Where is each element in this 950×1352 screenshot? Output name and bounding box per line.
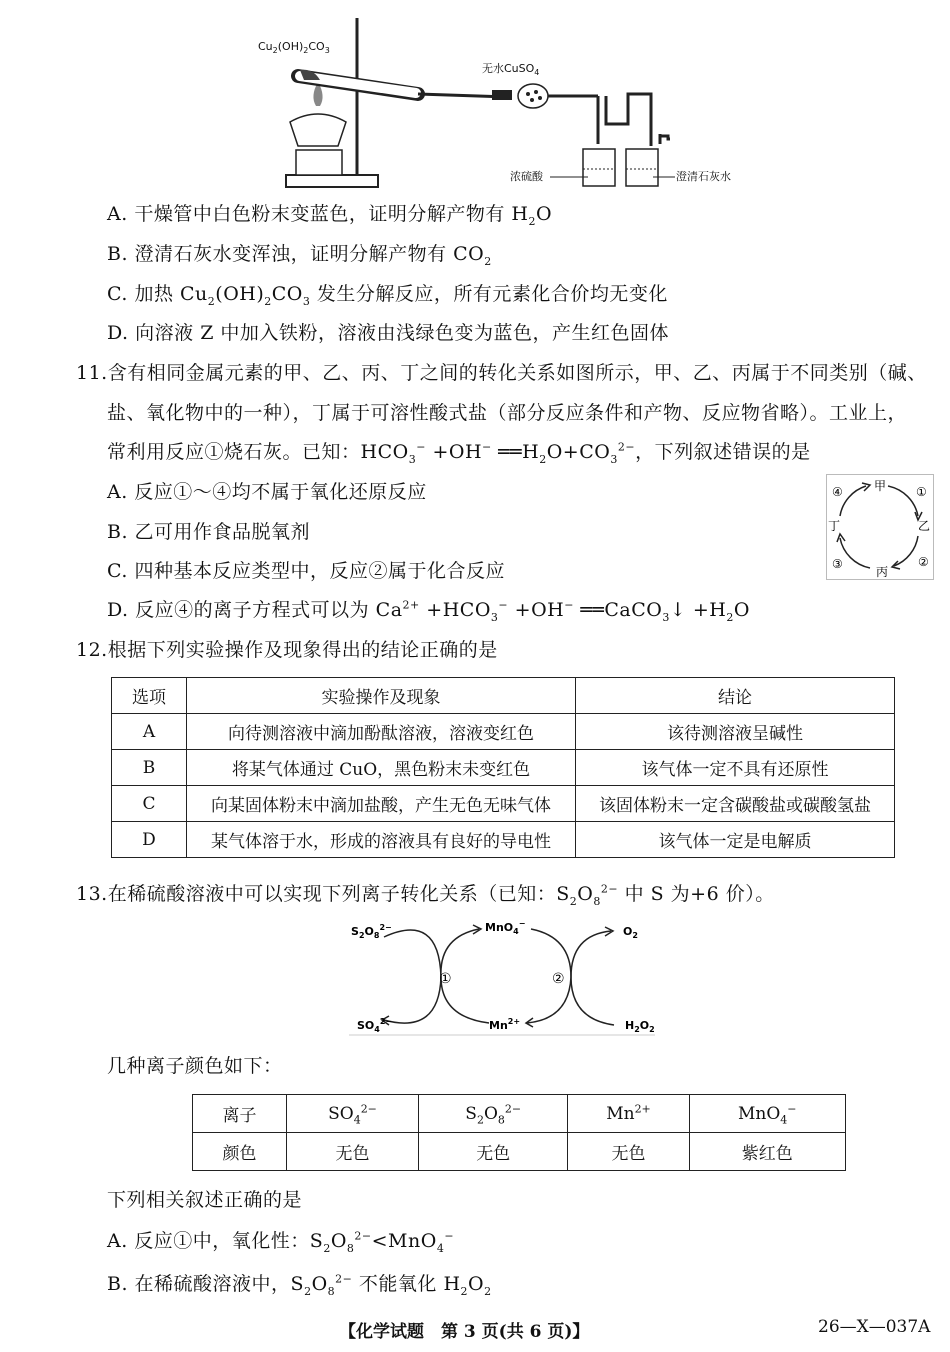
q10-option-c: C. 加热 $Cu_2(OH)_2CO_3$ 发生分解反应，所有元素化合价均无变化 <box>107 283 668 308</box>
q13-stem: 13.在稀硫酸溶液中可以实现下列离子转化关系（已知：$S_2O_8^{2-}$ 中 S 为+6 价）。 <box>76 882 775 908</box>
node-ding: 丁 <box>828 519 841 533</box>
q13-option-b: B. 在稀硫酸溶液中，$S_2O_8^{2-}$ 不能氧化 $H_2O_2$ <box>107 1272 492 1298</box>
label-acid: 浓硫酸 <box>510 170 543 183</box>
table-cell: 该待测溶液呈碱性 <box>576 714 895 750</box>
table-row <box>112 822 895 858</box>
header-cell: 结论 <box>576 678 895 714</box>
drying-tube <box>518 84 548 108</box>
table-cell: 某气体溶于水，形成的溶液具有良好的导电性 <box>187 822 576 858</box>
q13-option-a: A. 反应①中，氧化性：$S_2O_8^{2-}<MnO_4^-$ <box>107 1229 455 1255</box>
header-cell: 选项 <box>112 678 187 714</box>
table-cell: 向某固体粉末中滴加盐酸，产生无色无味气体 <box>187 786 576 822</box>
alcohol-lamp <box>290 114 346 146</box>
label-h2o2: $H_2O_2$ <box>625 1019 655 1034</box>
table-cell: B <box>112 750 187 786</box>
table-row <box>112 750 895 786</box>
table-header-row <box>112 678 895 714</box>
table-row <box>193 1133 846 1171</box>
table-cell: A <box>112 714 187 750</box>
label-r3: ③ <box>832 557 843 571</box>
label-limewater: 澄清石灰水 <box>676 170 731 183</box>
ion-color-table <box>192 1094 846 1171</box>
label-desiccant: 无水CuSO$_4$ <box>482 62 540 77</box>
table-cell: D <box>112 822 187 858</box>
q13-ion-diagram <box>349 917 655 1037</box>
stand-base <box>286 175 378 187</box>
label-mn2: $Mn^{2+}$ <box>489 1017 521 1032</box>
q10-option-b: B. 澄清石灰水变浑浊，证明分解产物有 $CO_2$ <box>107 243 492 268</box>
q11-stem-line2: 盐、氧化物中的一种），丁属于可溶性酸式盐（部分反应条件和产物、反应物省略）。工业上， <box>107 402 908 424</box>
table-cell: 无色 <box>418 1133 568 1171</box>
table-row <box>112 786 895 822</box>
table-row <box>193 1095 846 1133</box>
q11-option-c: C. 四种基本反应类型中，反应②属于化合反应 <box>107 560 505 582</box>
q10-option-a: A. 干燥管中白色粉末变蓝色，证明分解产物有 $H_2O$ <box>107 203 553 228</box>
apparatus-figure <box>258 14 748 192</box>
table-cell: 该气体一定是电解质 <box>576 822 895 858</box>
q11-option-a: A. 反应①～④均不属于氧化还原反应 <box>107 481 427 503</box>
curve-h2o2-to-o2 <box>571 931 614 1025</box>
connector <box>492 90 512 100</box>
table-row <box>112 714 895 750</box>
label-reaction-1: ① <box>439 971 452 987</box>
node-jia: 甲 <box>874 479 887 493</box>
table-cell: 颜色 <box>193 1133 287 1171</box>
q11-option-d: D. 反应④的离子方程式可以为 $Ca^{2+} +HCO_3^- +OH^-$ ══CaCO$_3$↓ $+H_2O$ <box>107 598 750 624</box>
header-cell: 实验操作及现象 <box>187 678 576 714</box>
table-cell: 该气体一定不具有还原性 <box>576 750 895 786</box>
q11-cycle-diagram <box>826 474 934 580</box>
label-reactant: $Cu_2(OH)_2CO_3$ <box>258 40 330 55</box>
acid-bottle <box>583 149 615 186</box>
table-cell: MnO$_4$− <box>689 1095 846 1133</box>
label-mno4: MnO$_4$− <box>485 919 526 936</box>
q11-option-b: B. 乙可用作食品脱氧剂 <box>107 521 311 543</box>
label-r4: ④ <box>832 485 843 499</box>
table-cell: 无色 <box>568 1133 689 1171</box>
table-cell: 离子 <box>193 1095 287 1133</box>
q11-stem-line1: 11.含有相同金属元素的甲、乙、丙、丁之间的转化关系如图所示，甲、乙、丙属于不同类别（碱、 <box>76 362 927 384</box>
table-cell: 向待测溶液中滴加酚酞溶液，溶液变红色 <box>187 714 576 750</box>
label-r1: ① <box>916 485 927 499</box>
limewater-bottle <box>626 149 658 186</box>
footer-code: 26—X—037A <box>818 1317 931 1337</box>
q12-stem: 12.根据下列实验操作及现象得出的结论正确的是 <box>76 639 498 661</box>
table-cell: 紫红色 <box>689 1133 846 1171</box>
footer-title: 【化学试题 第 3 页(共 6 页)】 <box>339 1322 590 1342</box>
q11-stem-line3: 常利用反应①烧石灰。已知：$HCO_3^- +OH^-$ $══H_2O+CO_3^{2-}$，下列叙述错误的是 <box>107 440 811 466</box>
table-cell: $S_2O_8^{2-}$ <box>418 1095 568 1133</box>
table-cell: 无色 <box>287 1133 419 1171</box>
table-cell: C <box>112 786 187 822</box>
q13-colors-title: 几种离子颜色如下： <box>107 1055 283 1077</box>
label-r2: ② <box>918 555 929 569</box>
node-bing: 丙 <box>876 565 889 579</box>
label-reaction-2: ② <box>552 971 565 987</box>
table-cell: $Mn^{2+}$ <box>568 1095 689 1133</box>
node-yi: 乙 <box>918 519 931 533</box>
table-cell: 该固体粉末一定含碳酸盐或碳酸氢盐 <box>576 786 895 822</box>
label-so4: $SO_4^{2-}$ <box>357 1017 393 1034</box>
q10-option-d: D. 向溶液 Z 中加入铁粉，溶液由浅绿色变为蓝色，产生红色固体 <box>107 322 669 344</box>
wood-block <box>296 150 342 175</box>
label-o2: $O_2$ <box>623 925 638 940</box>
table-cell: $SO_4^{2-}$ <box>287 1095 419 1133</box>
label-s2o8: $S_2O_8^{2-}$ <box>351 923 392 940</box>
q12-table <box>111 677 895 858</box>
table-cell: 将某气体通过 CuO，黑色粉末未变红色 <box>187 750 576 786</box>
q13-after-stem: 下列相关叙述正确的是 <box>107 1189 303 1211</box>
curve-s2o8-to-so4 <box>384 930 441 1023</box>
